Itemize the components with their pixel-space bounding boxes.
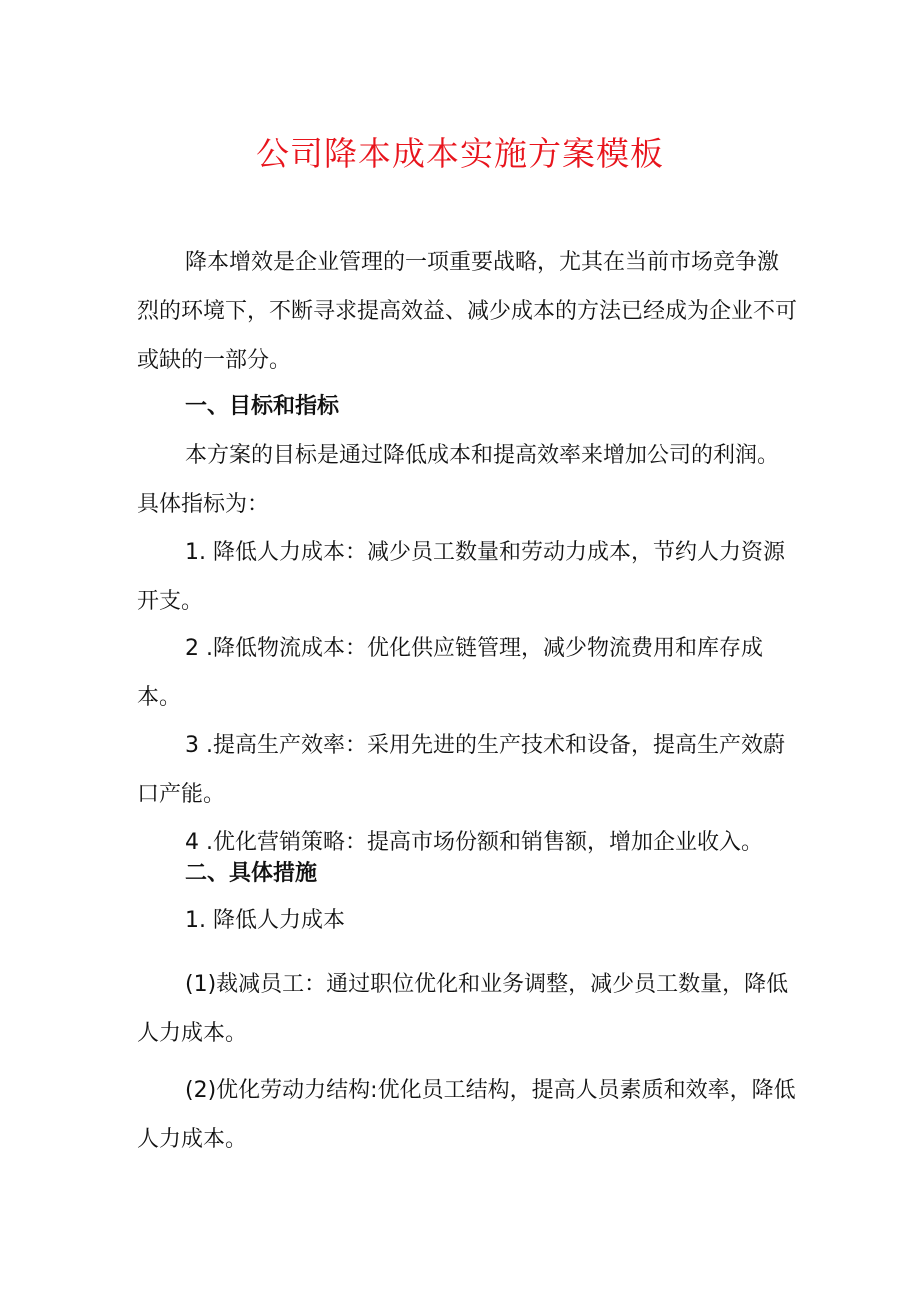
goal-item-4: 4 .优化营销策略：提高市场份额和销售额，增加企业收入。: [185, 830, 763, 855]
measure-item-2: (2)优化劳动力结构:优化员工结构，提高人员素质和效率，降低人力成本。: [137, 1078, 796, 1152]
section-heading-measures: 二、具体措施: [185, 861, 318, 886]
goal-item-2: 2 .降低物流成本：优化供应链管理，减少物流费用和库存成本。: [137, 636, 763, 710]
goal-item-1: 1. 降低人力成本：减少员工数量和劳动力成本，节约人力资源开支。: [137, 540, 785, 614]
intro-paragraph: 降本增效是企业管理的一项重要战略，尤其在当前市场竞争激烈的环境下，不断寻求提高效益、减少成本的方法已经成为企业不可或缺的一部分。: [137, 250, 798, 373]
goal-item-3: 3 .提高生产效率：采用先进的生产技术和设备，提高生产效蔚口产能。: [137, 733, 785, 807]
section-heading-goals: 一、目标和指标: [185, 394, 340, 419]
document-title: 公司降本成本实施方案模板: [256, 134, 664, 173]
measure-item-1: (1)裁减员工：通过职位优化和业务调整，减少员工数量，降低人力成本。: [137, 972, 789, 1046]
goals-paragraph: 本方案的目标是通过降低成本和提高效率来增加公司的利润。具体指标为：: [137, 443, 780, 517]
measure-subheading-1: 1. 降低人力成本: [185, 908, 345, 933]
